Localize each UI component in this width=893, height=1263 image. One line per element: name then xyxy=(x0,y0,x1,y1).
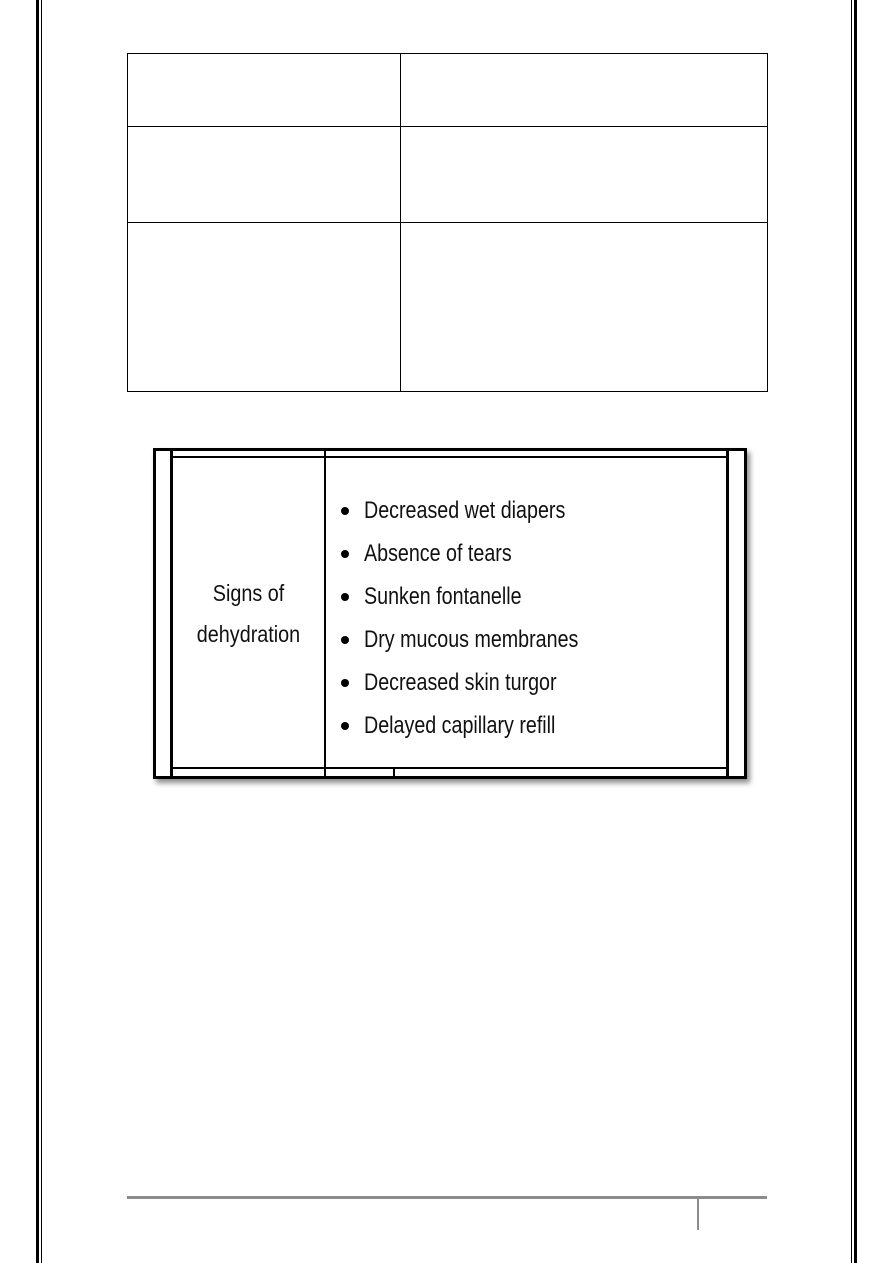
figure-divider xyxy=(393,767,395,776)
bullet-icon xyxy=(341,722,349,730)
list-item-text: Decreased wet diapers xyxy=(364,497,566,524)
table-cell xyxy=(128,127,401,223)
page-border-left-inner xyxy=(41,0,42,1263)
figure-divider xyxy=(170,767,729,769)
bullet-icon xyxy=(341,507,349,515)
table-cell xyxy=(401,54,768,127)
empty-table xyxy=(127,53,768,392)
bullet-icon xyxy=(341,593,349,601)
figure-divider xyxy=(726,451,729,776)
list-item-text: Delayed capillary refill xyxy=(364,712,556,739)
table-cell xyxy=(128,54,401,127)
list-item-text: Sunken fontanelle xyxy=(364,583,522,610)
table-cell xyxy=(128,223,401,392)
figure-divider xyxy=(170,451,173,776)
table-cell xyxy=(401,223,768,392)
list-item xyxy=(334,575,625,618)
list-item-text: Dry mucous membranes xyxy=(364,626,579,653)
page-border-right-outer xyxy=(854,0,857,1263)
footer-rule xyxy=(127,1196,767,1199)
signs-list xyxy=(334,489,625,747)
bullet-icon xyxy=(341,550,349,558)
figure-divider xyxy=(324,451,326,776)
footer-page-number-divider xyxy=(697,1199,699,1230)
dehydration-signs-figure xyxy=(153,448,747,779)
page-border-left-outer xyxy=(36,0,39,1263)
figure-label xyxy=(184,573,314,655)
page-border-right-inner xyxy=(851,0,852,1263)
list-item xyxy=(334,704,625,747)
table-row xyxy=(128,223,768,392)
list-item-text: Decreased skin turgor xyxy=(364,669,557,696)
bullet-icon xyxy=(341,679,349,687)
table-cell xyxy=(401,127,768,223)
list-item xyxy=(334,618,625,661)
bullet-icon xyxy=(341,636,349,644)
list-item xyxy=(334,661,625,704)
table-row xyxy=(128,54,768,127)
figure-label-line: dehydration xyxy=(196,621,301,647)
list-item xyxy=(334,532,625,575)
figure-label-line: Signs of xyxy=(212,580,285,606)
figure-divider xyxy=(170,456,729,458)
table-row xyxy=(128,127,768,223)
list-item xyxy=(334,489,625,532)
list-item-text: Absence of tears xyxy=(364,540,512,567)
